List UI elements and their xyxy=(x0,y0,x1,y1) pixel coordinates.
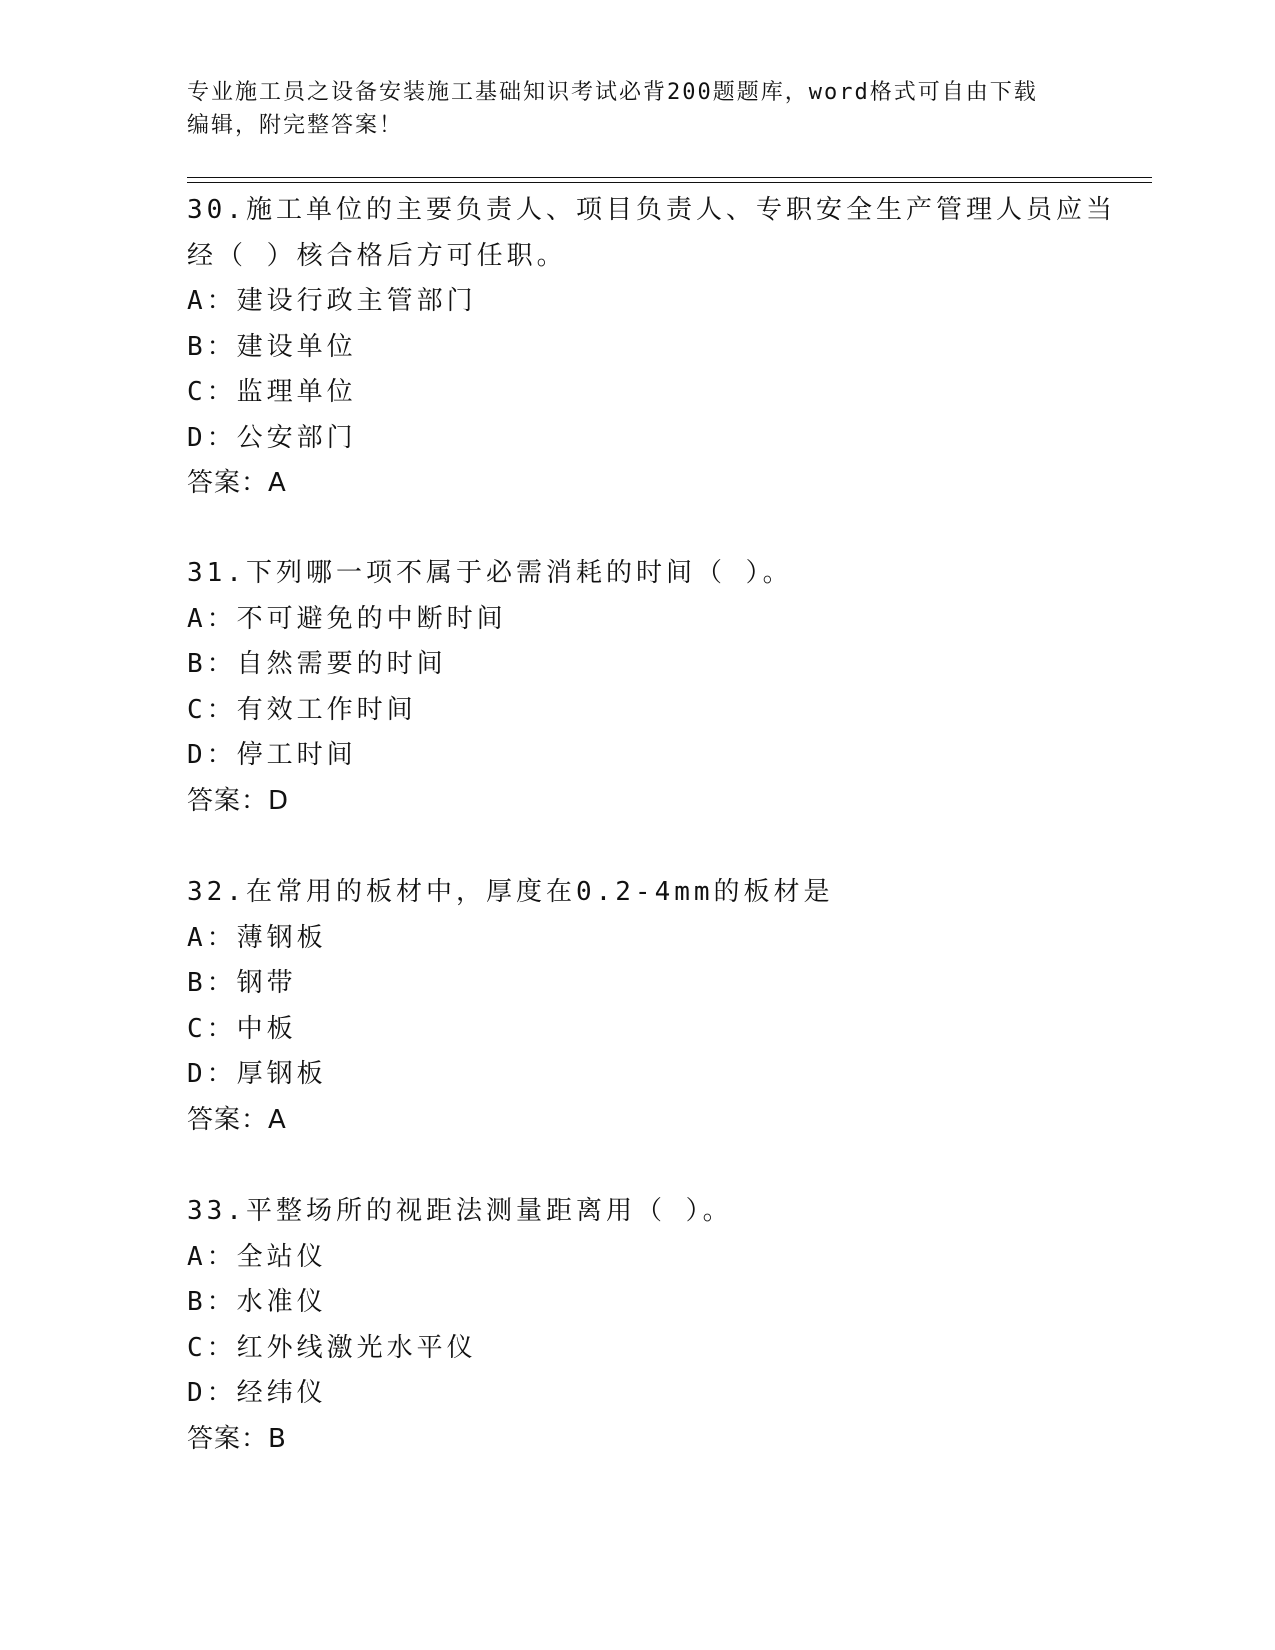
option-b: B：自然需要的时间 xyxy=(187,649,447,679)
question-31 xyxy=(187,551,1087,824)
option-b: B：钢带 xyxy=(187,968,297,998)
document-header xyxy=(187,76,1087,142)
question-32 xyxy=(187,870,1087,1143)
option-a: A：全站仪 xyxy=(187,1241,327,1272)
option-d: D：经纬仪 xyxy=(187,1378,327,1408)
question-stem: 31.下列哪一项不属于必需消耗的时间（ ）。 xyxy=(187,558,793,588)
option-c: C：红外线激光水平仪 xyxy=(187,1332,477,1363)
option-d: D：厚钢板 xyxy=(187,1059,327,1089)
header-line-2: 编辑，附完整答案！ xyxy=(187,113,404,138)
question-stem: 30.施工单位的主要负责人、项目负责人、专职安全生产管理人员应当 xyxy=(187,195,1116,225)
question-stem: 32.在常用的板材中，厚度在0.2-4mm的板材是 xyxy=(187,877,834,907)
option-b: B：建设单位 xyxy=(187,331,357,362)
option-a: A：不可避免的中断时间 xyxy=(187,603,507,634)
question-33 xyxy=(187,1189,1087,1462)
header-divider-bottom xyxy=(187,182,1152,183)
option-a: A：建设行政主管部门 xyxy=(187,286,477,316)
option-d: D：公安部门 xyxy=(187,422,357,453)
answer-line: 答案：B xyxy=(187,1423,287,1454)
question-stem: 33.平整场所的视距法测量距离用（ ）。 xyxy=(187,1196,733,1226)
header-line-1: 专业施工员之设备安装施工基础知识考试必背200题题库，word格式可自由下载 xyxy=(187,80,1038,105)
option-c: C：监理单位 xyxy=(187,377,357,407)
answer-line: 答案：A xyxy=(187,1104,287,1135)
header-divider-top xyxy=(187,177,1152,178)
option-a: A：薄钢板 xyxy=(187,922,327,953)
question-30 xyxy=(187,188,1116,507)
option-b: B：水准仪 xyxy=(187,1287,327,1317)
option-c: C：有效工作时间 xyxy=(187,694,417,725)
answer-line: 答案：A xyxy=(187,468,287,498)
question-stem-continued: 经（ ）核合格后方可任职。 xyxy=(187,240,567,271)
option-c: C：中板 xyxy=(187,1013,297,1044)
option-d: D：停工时间 xyxy=(187,740,357,770)
answer-line: 答案：D xyxy=(187,785,290,816)
